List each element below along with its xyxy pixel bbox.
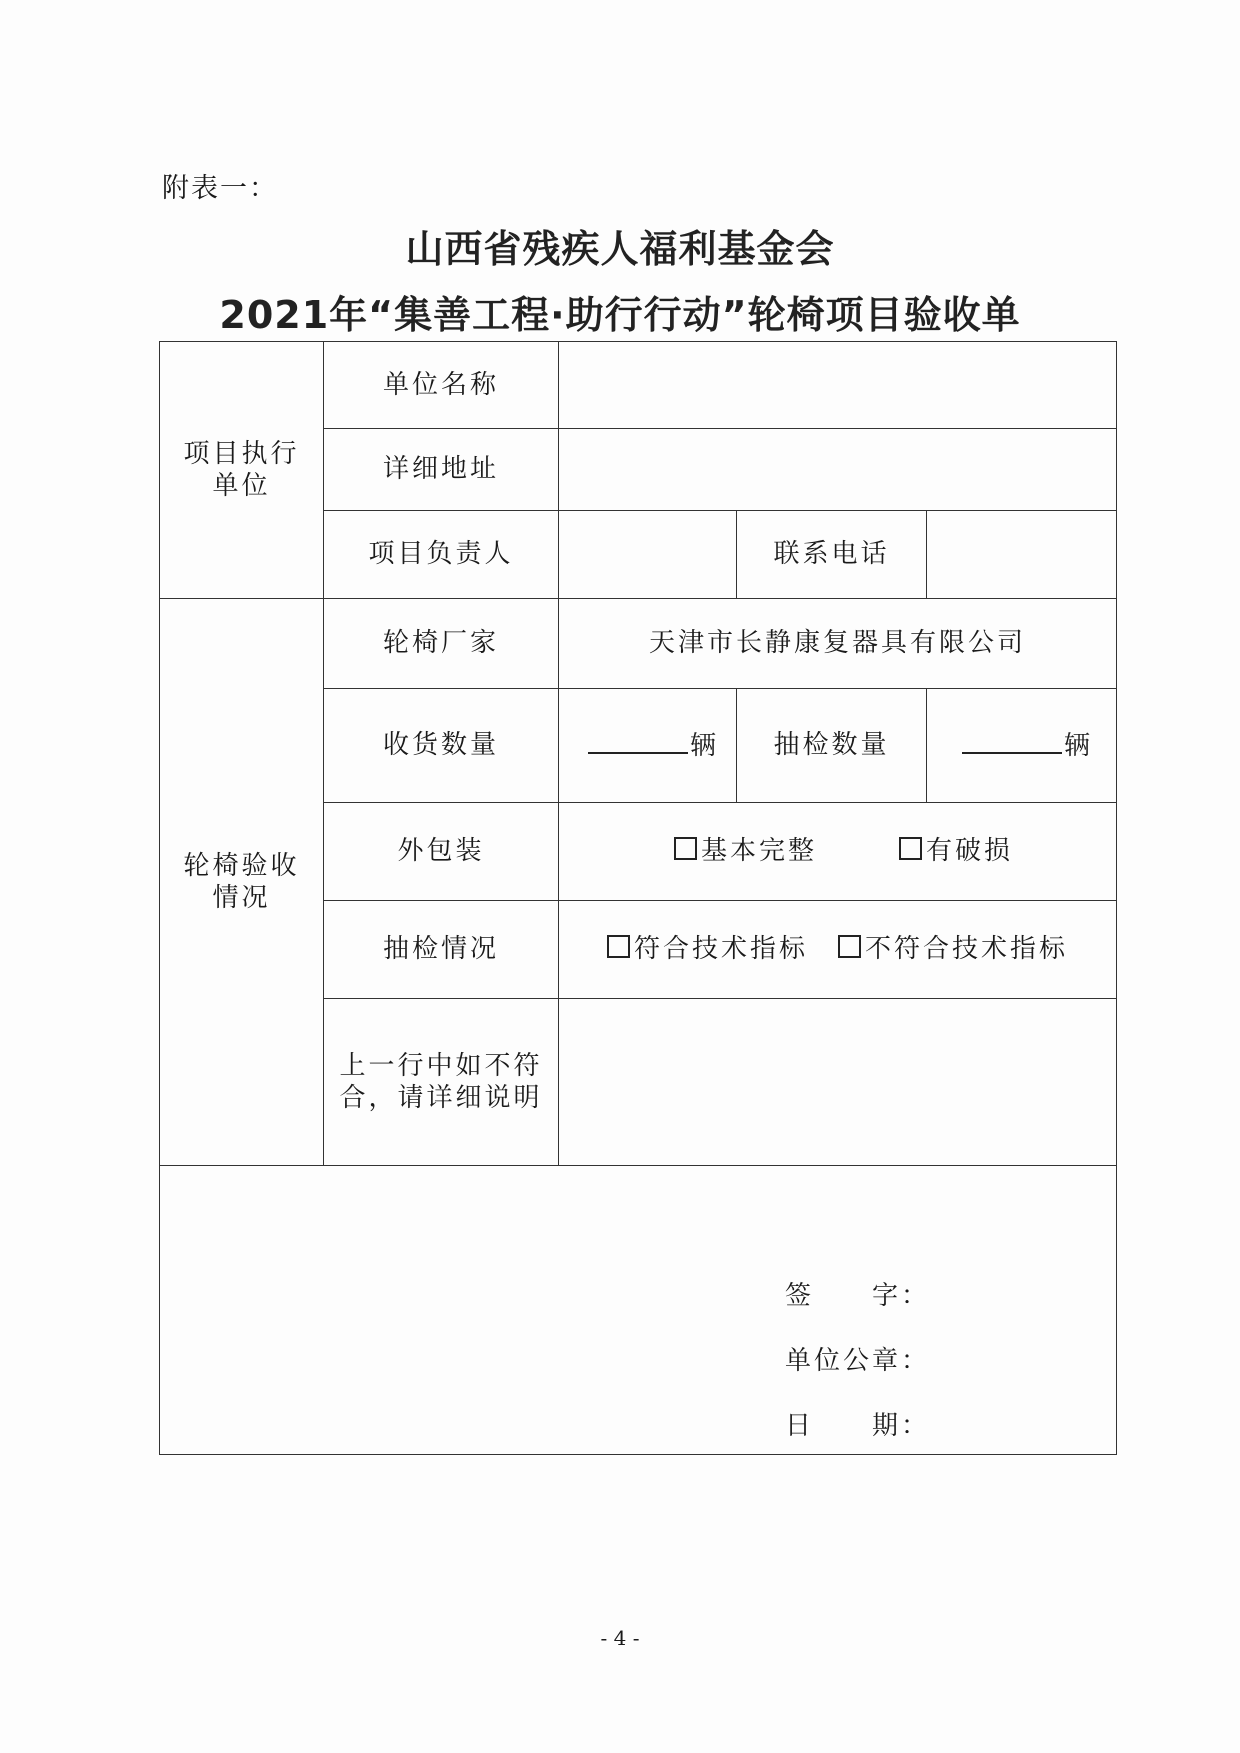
address-field[interactable] [559, 429, 1117, 511]
received-qty-unit: 辆 [689, 731, 719, 762]
inspection-option-pass[interactable]: 符合技术指标 [607, 933, 808, 966]
note-label [324, 999, 559, 1166]
person-in-charge-label: 项目负责人 [324, 511, 559, 599]
address-label: 详细地址 [324, 429, 559, 511]
phone-label: 联系电话 [737, 511, 927, 599]
sampled-qty-label: 抽检数量 [737, 689, 927, 803]
note-label-line2: 合，请详细说明 [339, 1083, 543, 1113]
unit-name-label: 单位名称 [324, 342, 559, 429]
received-qty-cell [559, 689, 737, 803]
packaging-label: 外包装 [324, 803, 559, 901]
checkbox-icon[interactable] [607, 935, 630, 958]
note-field[interactable] [559, 999, 1117, 1166]
signature-block [785, 1276, 930, 1471]
sampled-qty-blank[interactable] [962, 728, 1062, 754]
sampled-qty-unit: 辆 [1064, 731, 1094, 762]
checkbox-icon[interactable] [899, 837, 922, 860]
received-qty-blank[interactable] [588, 728, 688, 754]
inspection-option-fail[interactable]: 不符合技术指标 [838, 933, 1068, 966]
packaging-option-damaged[interactable]: 有破损 [899, 835, 1013, 868]
person-in-charge-field[interactable] [559, 511, 737, 599]
inspection-label: 抽检情况 [324, 901, 559, 999]
packaging-options [559, 803, 1117, 901]
check-section-label [160, 599, 324, 1166]
form-title-line1: 山西省残疾人福利基金会 [405, 227, 835, 271]
annex-label: 附表一： [162, 173, 278, 204]
maker-label: 轮椅厂家 [324, 599, 559, 689]
date-label: 日 期： [785, 1411, 931, 1441]
received-qty-label: 收货数量 [324, 689, 559, 803]
page-number: - 4 - [600, 1626, 640, 1650]
sampled-qty-cell [927, 689, 1117, 803]
seal-label: 单位公章： [785, 1346, 931, 1376]
checkbox-icon[interactable] [838, 935, 861, 958]
form-title-line2: 2021年“集善工程·助行行动”轮椅项目验收单 [219, 293, 1021, 337]
unit-section-label-line1: 项目执行 [183, 438, 300, 469]
checkbox-icon[interactable] [674, 837, 697, 860]
note-label-line1: 上一行中如不符 [339, 1050, 543, 1081]
phone-field[interactable] [927, 511, 1117, 599]
unit-name-field[interactable] [559, 342, 1117, 429]
unit-section-label-line2: 单位 [212, 471, 271, 501]
inspection-options [559, 901, 1117, 999]
packaging-option-intact[interactable]: 基本完整 [674, 835, 817, 868]
maker-value: 天津市长静康复器具有限公司 [559, 599, 1117, 689]
signature-area [160, 1166, 1117, 1455]
check-section-label-line2: 情况 [212, 883, 271, 913]
unit-section-label [160, 342, 324, 599]
acceptance-form-table [159, 341, 1117, 1455]
sign-label: 签 字： [785, 1281, 931, 1311]
check-section-label-line1: 轮椅验收 [183, 850, 300, 881]
